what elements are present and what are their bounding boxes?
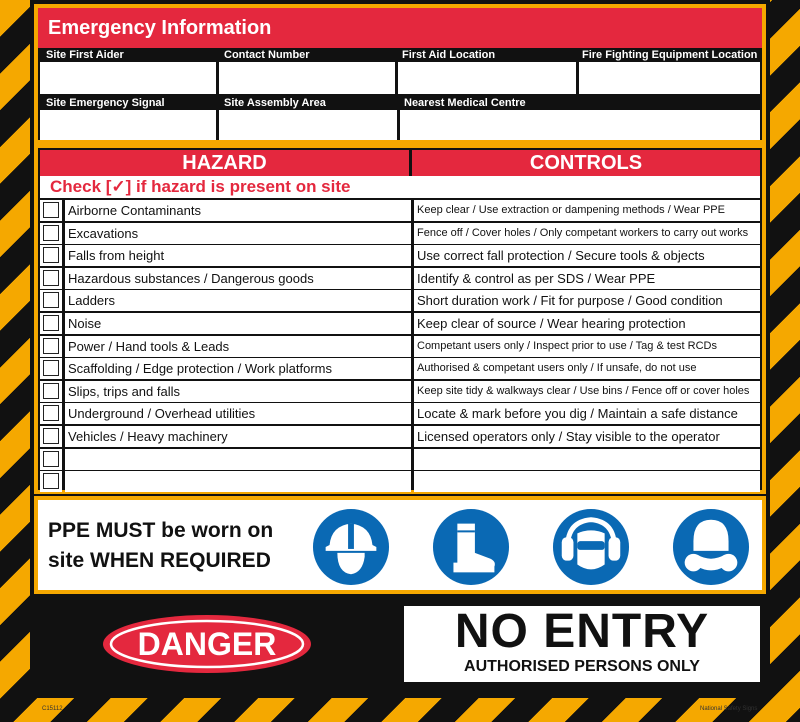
control-cell: Short duration work / Fit for purpose / Good condition <box>414 290 760 311</box>
hazard-cell: Vehicles / Heavy machinery <box>65 426 411 447</box>
label-nearest-medical-centre: Nearest Medical Centre <box>404 97 526 109</box>
emergency-information-panel <box>34 4 766 144</box>
no-entry-title: NO ENTRY <box>454 605 710 658</box>
hazard-checkbox[interactable] <box>40 336 62 357</box>
control-cell: Competant users only / Inspect prior to use / Tag & test RCDs <box>414 336 760 357</box>
hazard-row <box>40 268 760 289</box>
product-code: C15112 <box>42 706 63 712</box>
label-first-aid-location: First Aid Location <box>402 49 496 61</box>
hazard-checkbox[interactable] <box>40 313 62 334</box>
eye-ear-protection-icon <box>552 508 630 586</box>
brand-name: National Safety Signs <box>700 706 758 712</box>
hazard-cell: Scaffolding / Edge protection / Work platforms <box>65 358 411 379</box>
control-cell <box>414 471 760 492</box>
hazard-row <box>40 245 760 266</box>
hazard-row <box>40 471 760 492</box>
control-cell: Keep site tidy & walkways clear / Use bins / Fence off or cover holes <box>414 381 760 402</box>
controls-header: CONTROLS <box>412 150 760 176</box>
hazard-cell <box>65 471 411 492</box>
hazard-checkbox[interactable] <box>40 290 62 311</box>
hazard-row <box>40 336 760 357</box>
hazard-cell: Power / Hand tools & Leads <box>65 336 411 357</box>
hazard-cell: Falls from height <box>65 245 411 266</box>
control-cell: Locate & mark before you dig / Maintain a safe distance <box>414 403 760 424</box>
control-cell: Keep clear of source / Wear hearing protection <box>414 313 760 334</box>
ppe-text <box>48 516 318 576</box>
hazard-row <box>40 449 760 470</box>
label-contact-number: Contact Number <box>224 49 310 61</box>
ppe-panel <box>34 496 766 594</box>
hazard-row <box>40 426 760 447</box>
hazard-row <box>40 403 760 424</box>
hazard-controls-panel <box>34 144 766 494</box>
hazard-cell: Slips, trips and falls <box>65 381 411 402</box>
hazard-header: HAZARD <box>40 150 409 176</box>
hazard-cell <box>65 449 411 470</box>
danger-no-entry-panel <box>34 598 766 690</box>
hazard-row <box>40 313 760 334</box>
first-aid-location-field[interactable] <box>398 62 576 94</box>
ppe-line-2: site WHEN REQUIRED <box>48 549 271 572</box>
control-cell: Keep clear / Use extraction or dampening methods / Wear PPE <box>414 200 760 221</box>
contact-number-field[interactable] <box>219 62 395 94</box>
hazard-row <box>40 223 760 244</box>
control-cell: Licensed operators only / Stay visible to the operator <box>414 426 760 447</box>
safety-boots-icon <box>432 508 510 586</box>
check-instruction: Check [✓] if hazard is present on site <box>40 176 760 198</box>
label-site-first-aider: Site First Aider <box>46 49 124 61</box>
hazard-cell: Underground / Overhead utilities <box>65 403 411 424</box>
hazard-checkbox[interactable] <box>40 403 62 424</box>
fire-fighting-equipment-field[interactable] <box>579 62 760 94</box>
hazard-checkbox[interactable] <box>40 245 62 266</box>
hazard-checkbox[interactable] <box>40 449 62 470</box>
hazard-cell: Ladders <box>65 290 411 311</box>
hazard-checkbox[interactable] <box>40 358 62 379</box>
hazard-checkbox[interactable] <box>40 381 62 402</box>
hazard-checkbox[interactable] <box>40 200 62 221</box>
control-cell <box>414 449 760 470</box>
hazard-row <box>40 381 760 402</box>
hazard-row <box>40 358 760 379</box>
site-assembly-area-field[interactable] <box>219 110 397 140</box>
hazard-checkbox[interactable] <box>40 471 62 492</box>
hazard-checkbox[interactable] <box>40 426 62 447</box>
hazard-checkbox[interactable] <box>40 223 62 244</box>
hazard-row <box>40 290 760 311</box>
nearest-medical-centre-field[interactable] <box>400 110 760 140</box>
hazard-cell: Hazardous substances / Dangerous goods <box>65 268 411 289</box>
hazard-cell: Noise <box>65 313 411 334</box>
hard-hat-icon <box>312 508 390 586</box>
hazard-checkbox[interactable] <box>40 268 62 289</box>
label-site-assembly-area: Site Assembly Area <box>224 97 326 109</box>
control-cell: Fence off / Cover holes / Only competant workers to carry out works <box>414 223 760 244</box>
hazard-cell: Airborne Contaminants <box>65 200 411 221</box>
no-entry-subtitle: AUTHORISED PERSONS ONLY <box>464 658 700 675</box>
no-entry-box <box>404 606 760 682</box>
site-first-aider-field[interactable] <box>40 62 216 94</box>
ppe-line-1: PPE MUST be worn on <box>48 519 274 542</box>
site-emergency-signal-field[interactable] <box>40 110 216 140</box>
danger-oval <box>102 614 312 674</box>
control-cell: Use correct fall protection / Secure tools & objects <box>414 245 760 266</box>
danger-label: DANGER <box>137 626 277 662</box>
label-site-emergency-signal: Site Emergency Signal <box>46 97 165 109</box>
label-fire-fighting-equipment: Fire Fighting Equipment Location <box>582 49 758 61</box>
control-cell: Authorised & competant users only / If unsafe, do not use <box>414 358 760 379</box>
hazard-row <box>40 200 760 221</box>
control-cell: Identify & control as per SDS / Wear PPE <box>414 268 760 289</box>
hazard-cell: Excavations <box>65 223 411 244</box>
respirator-icon <box>672 508 750 586</box>
emergency-title: Emergency Information <box>38 8 762 48</box>
